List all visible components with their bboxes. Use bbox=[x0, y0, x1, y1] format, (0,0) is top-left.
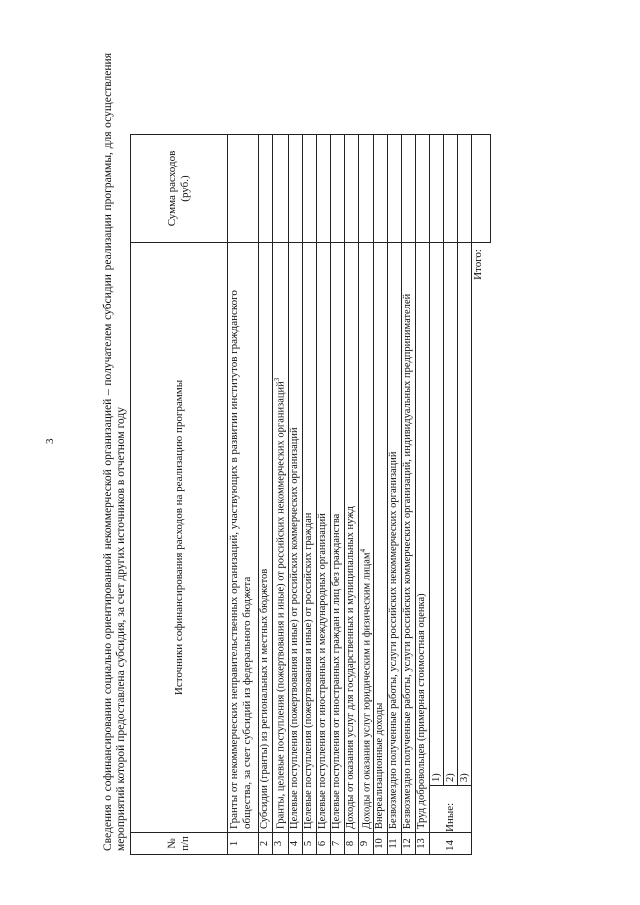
row-sum-cell[interactable] bbox=[374, 135, 388, 243]
other-item: 1) bbox=[430, 243, 444, 785]
table-row bbox=[302, 135, 316, 855]
row-source-text: Безвозмездно полученные работы, услуги российских некоммерческих организаций bbox=[388, 451, 400, 829]
row-sum-cell[interactable] bbox=[228, 135, 259, 243]
row-number: 9 bbox=[358, 833, 374, 855]
row-sum-cell[interactable] bbox=[388, 135, 402, 243]
row-source bbox=[358, 243, 374, 833]
row-number: 13 bbox=[416, 833, 430, 855]
row-source-text: Гранты от некоммерческих неправительственных организаций, участвующих в развитии институтов гражданского общества, за счет субсидий из федерального бюджета bbox=[228, 290, 253, 829]
other-item: 2) bbox=[444, 243, 458, 785]
other-label: Иные: bbox=[444, 802, 457, 832]
row-sum-cell[interactable] bbox=[302, 135, 316, 243]
row-source bbox=[302, 243, 316, 833]
row-number: 3 bbox=[273, 833, 289, 855]
table-body bbox=[228, 135, 430, 855]
total-label: Итого: bbox=[472, 249, 485, 280]
row-source bbox=[259, 243, 273, 833]
row-source-text: Труд добровольцев (примерная стоимостная оценка) bbox=[416, 593, 428, 829]
row-source-text: Целевые поступления от иностранных граждан и лиц без гражданства bbox=[330, 513, 342, 829]
table-row bbox=[228, 135, 259, 855]
row-source bbox=[228, 243, 259, 833]
row-number: 11 bbox=[388, 833, 402, 855]
row-number: 8 bbox=[344, 833, 358, 855]
other-item: 3) bbox=[459, 773, 471, 782]
row-number: 1 bbox=[228, 833, 259, 855]
row-source bbox=[288, 243, 302, 833]
header-source: Источники софинансирования расходов на реализацию программы bbox=[131, 243, 228, 833]
table-row bbox=[330, 135, 344, 855]
table-header-row bbox=[131, 135, 228, 855]
table-row-other bbox=[430, 135, 472, 855]
row-number: 6 bbox=[316, 833, 330, 855]
row-source bbox=[388, 243, 402, 833]
header-sum: Сумма расходов (руб.) bbox=[131, 135, 228, 243]
table-row bbox=[388, 135, 402, 855]
table-total-row bbox=[472, 135, 491, 855]
document-sheet bbox=[102, 53, 485, 855]
table-row bbox=[259, 135, 273, 855]
row-source-text: Безвозмездно полученные работы, услуги российских коммерческих организаций, индивидуальных предпринимателей bbox=[402, 293, 414, 829]
cofinancing-table bbox=[130, 134, 491, 855]
row-source-text: Целевые поступления (пожертвования и иные) от российских граждан bbox=[302, 512, 314, 829]
row-sum-cell[interactable] bbox=[288, 135, 302, 243]
row-source-text: Доходы от оказания услуг для государственных и муниципальных нужд bbox=[344, 506, 356, 829]
row-source bbox=[316, 243, 330, 833]
table-row bbox=[316, 135, 330, 855]
row-number: 12 bbox=[402, 833, 416, 855]
row-sum-cell[interactable] bbox=[330, 135, 344, 243]
row-sum-cell[interactable] bbox=[316, 135, 330, 243]
row-number: 2 bbox=[259, 833, 273, 855]
row-source bbox=[416, 243, 430, 833]
row-source bbox=[273, 243, 289, 833]
footnote-mark: 4 bbox=[358, 548, 367, 553]
page-number: 3 bbox=[44, 438, 56, 444]
table-row bbox=[288, 135, 302, 855]
row-number: 14 bbox=[430, 833, 472, 855]
row-sum-cell[interactable] bbox=[259, 135, 273, 243]
total-sum-cell[interactable] bbox=[472, 135, 491, 243]
row-source-text: Субсидии (гранты) из региональных и местных бюджетов bbox=[259, 568, 270, 829]
table-row bbox=[344, 135, 358, 855]
row-sum-cell[interactable] bbox=[402, 135, 416, 243]
table-row bbox=[402, 135, 416, 855]
row-source bbox=[374, 243, 388, 833]
row-source bbox=[330, 243, 344, 833]
table-row bbox=[374, 135, 388, 855]
table-row bbox=[416, 135, 430, 855]
row-source-text: Внереализационные доходы bbox=[374, 702, 386, 829]
row-source-other bbox=[430, 243, 472, 833]
row-source-text: Гранты, целевые поступления (пожертвования и иные) от российских некоммерческих организаций bbox=[275, 381, 287, 829]
row-number: 5 bbox=[302, 833, 316, 855]
row-sum-cell[interactable] bbox=[358, 135, 374, 243]
row-sum-other[interactable] bbox=[430, 135, 472, 243]
header-number: № п/п bbox=[131, 833, 228, 855]
row-sum-cell[interactable] bbox=[344, 135, 358, 243]
table-row bbox=[358, 135, 374, 855]
document-title: Сведения о софинансировании социально ориентированной некоммерческой организацией – получателем субсидии реализации программы, для осуществления мероприятий которой предоставлена субсидия, за счет других источников в отчетном году bbox=[102, 53, 127, 851]
row-source-text: Доходы от оказания услуг юридическим и физическим лицам bbox=[361, 552, 373, 829]
row-number: 4 bbox=[288, 833, 302, 855]
row-sum-cell[interactable] bbox=[273, 135, 289, 243]
row-source bbox=[344, 243, 358, 833]
row-sum-cell[interactable] bbox=[416, 135, 430, 243]
row-number: 7 bbox=[330, 833, 344, 855]
table-row bbox=[273, 135, 289, 855]
row-source bbox=[402, 243, 416, 833]
footnote-mark: 3 bbox=[273, 377, 281, 382]
row-source-text: Целевые поступления (пожертвования и иные) от российских коммерческих организаций bbox=[288, 427, 300, 829]
row-number: 10 bbox=[374, 833, 388, 855]
row-source-text: Целевые поступления от иностранных и международных организаций bbox=[316, 513, 328, 829]
